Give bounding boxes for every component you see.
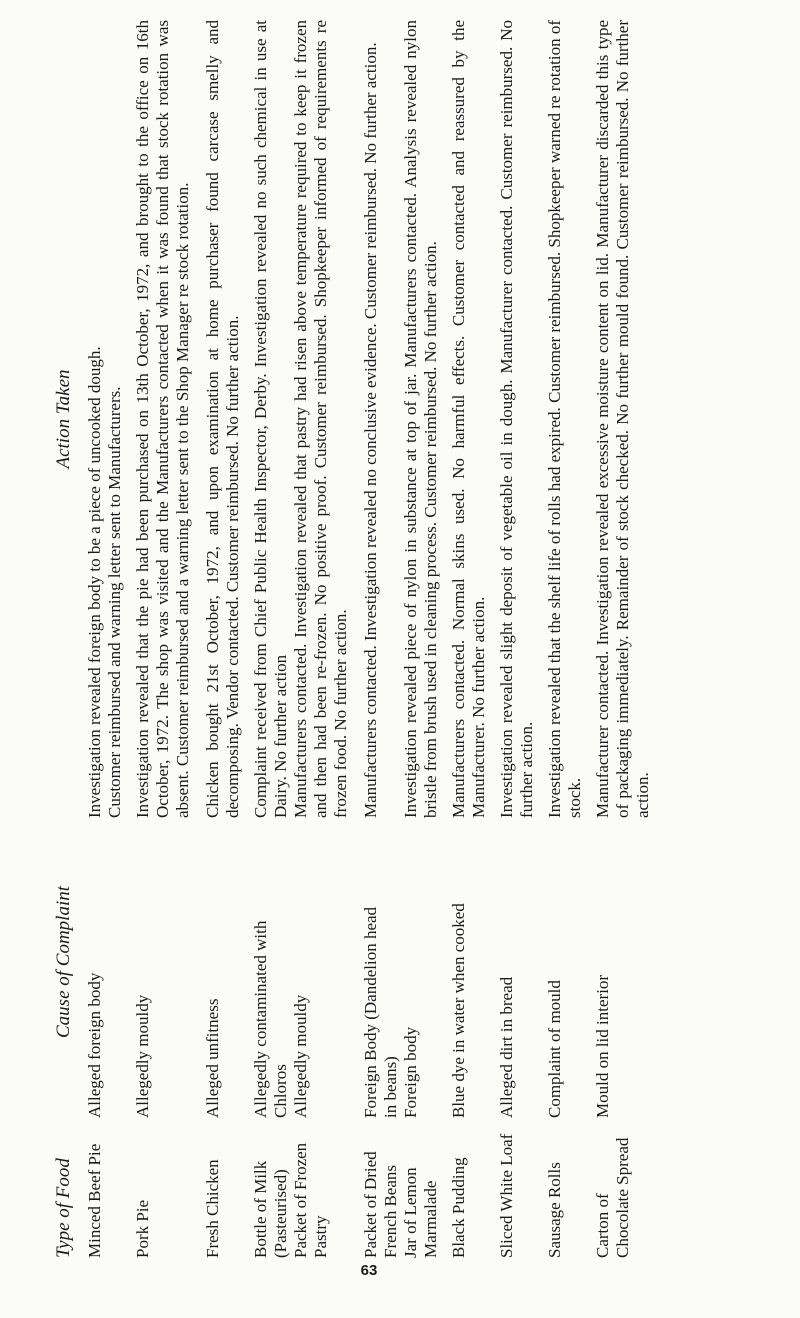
action-text: Manufacturer contacted. Investigation revealed excessive moisture content on lid. Manufacturer discarded this type of packaging immediately. Remainder of stock checked. No further mould found. Customer reimbursed. No further action. bbox=[593, 20, 652, 818]
food-type-line: Jar of Lemon bbox=[401, 1167, 420, 1258]
action-cell bbox=[449, 20, 489, 818]
cause-cell bbox=[497, 818, 537, 1118]
cause-line: Blue dye in water when cooked bbox=[449, 903, 468, 1118]
cause-cell bbox=[361, 818, 401, 1118]
food-type-line: Fresh Chicken bbox=[203, 1159, 222, 1258]
action-cell bbox=[497, 20, 537, 818]
food-type-line: Sliced White Loaf bbox=[497, 1133, 516, 1258]
table-row bbox=[449, 20, 489, 1258]
table-row bbox=[593, 20, 653, 1258]
action-text: Chicken bought 21st October, 1972, and upon examination at home purchaser found carcase smelly and decomposing. Vendor contacted. Customer reimbursed. No further action. bbox=[203, 20, 242, 818]
action-cell bbox=[291, 20, 351, 818]
cause-line: Foreign Body (Dandelion head bbox=[361, 906, 380, 1118]
cause-line: Complaint of mould bbox=[545, 980, 564, 1118]
food-type-cell bbox=[361, 1118, 401, 1258]
table-body bbox=[85, 20, 653, 1258]
header-action-taken: Action Taken bbox=[53, 369, 74, 469]
action-text: Investigation revealed piece of nylon in substance at top of jar. Manufacturers contacted. Analysis revealed nylon bristle from brush used in cleaning process. Customer reimbursed. No further action. bbox=[401, 20, 440, 818]
cause-cell bbox=[401, 818, 441, 1118]
table-row bbox=[85, 20, 125, 1258]
action-cell bbox=[203, 20, 243, 818]
food-type-cell bbox=[203, 1118, 243, 1258]
food-type-line: Bottle of Milk bbox=[251, 1160, 270, 1258]
table-row bbox=[497, 20, 537, 1258]
food-type-line: Minced Beef Pie bbox=[85, 1143, 104, 1258]
cause-cell bbox=[203, 818, 243, 1118]
food-type-cell bbox=[85, 1118, 125, 1258]
cause-line: in beans) bbox=[381, 1056, 400, 1118]
cause-line: Allegedly mouldy bbox=[133, 994, 152, 1118]
cause-line: Chloros bbox=[271, 1064, 290, 1118]
table-row bbox=[291, 20, 351, 1258]
food-type-cell bbox=[497, 1118, 537, 1258]
food-type-line: Packet of Dried bbox=[361, 1151, 380, 1258]
food-type-cell bbox=[251, 1118, 291, 1258]
cause-line: Mould on lid interior bbox=[593, 974, 612, 1118]
action-cell bbox=[545, 20, 585, 818]
table-row bbox=[361, 20, 401, 1258]
food-type-line: Pork Pie bbox=[133, 1199, 152, 1258]
action-cell bbox=[361, 20, 401, 818]
header-type-of-food: Type of Food bbox=[53, 1158, 74, 1258]
cause-line: Foreign body bbox=[401, 1026, 420, 1118]
action-text: Investigation revealed slight deposit of vegetable oil in dough. Manufacturer contacted. Customer reimbursed. No further action. bbox=[497, 20, 536, 818]
food-type-cell bbox=[545, 1118, 585, 1258]
action-text: Customer reimbursed and warning letter sent to Manufacturers. bbox=[105, 386, 124, 818]
rotated-table bbox=[45, 20, 705, 1258]
cause-cell bbox=[251, 818, 291, 1118]
table-row bbox=[401, 20, 441, 1258]
action-text: Investigation revealed that the shelf life of rolls had expired. Customer reimbursed. Shopkeeper warned re rotation of stock. bbox=[545, 20, 584, 818]
action-text: Manufacturers contacted. Investigation revealed that pastry had risen above temperature required to keep it frozen and then had been re-frozen. No positive proof. Customer reimbursed. Shopkeeper informed of requirements re frozen food. No further action. bbox=[291, 20, 350, 818]
action-cell bbox=[401, 20, 441, 818]
action-text: Manufacturers contacted. Investigation revealed no conclusive evidence. Customer reimbursed. No further action. bbox=[361, 42, 380, 818]
food-type-cell bbox=[449, 1118, 489, 1258]
cause-cell bbox=[133, 818, 193, 1118]
header-cause-of-complaint: Cause of Complaint bbox=[53, 885, 74, 1038]
food-type-line: Pastry bbox=[311, 1215, 330, 1258]
food-type-cell bbox=[133, 1118, 193, 1258]
table-header bbox=[45, 20, 75, 1258]
cause-cell bbox=[85, 818, 125, 1118]
food-type-line: Carton of bbox=[593, 1193, 612, 1258]
table-row bbox=[545, 20, 585, 1258]
cause-cell bbox=[291, 818, 351, 1118]
table-row bbox=[133, 20, 193, 1258]
page-number: 63 bbox=[360, 1262, 378, 1279]
food-type-line: (Pasteurised) bbox=[271, 1169, 290, 1258]
table-row bbox=[251, 20, 291, 1258]
action-text: Complaint received from Chief Public Health Inspector, Derby. Investigation revealed no such chemical in use at Dairy. No further action bbox=[251, 20, 290, 818]
food-type-cell bbox=[593, 1118, 653, 1258]
food-type-line: Packet of Frozen bbox=[291, 1142, 310, 1258]
food-type-cell bbox=[401, 1118, 441, 1258]
action-text: Investigation revealed foreign body to be a piece of uncooked dough. bbox=[85, 346, 104, 818]
food-type-line: Chocolate Spread bbox=[613, 1137, 632, 1258]
cause-cell bbox=[545, 818, 585, 1118]
table-row bbox=[203, 20, 243, 1258]
cause-cell bbox=[449, 818, 489, 1118]
cause-line: Allegedly mouldy bbox=[291, 994, 310, 1118]
action-cell bbox=[133, 20, 193, 818]
action-text: Manufacturers contacted. Normal skins used. No harmful effects. Customer contacted and reassured by the Manufacturer. No further action. bbox=[449, 20, 488, 818]
action-cell bbox=[593, 20, 653, 818]
food-type-line: Black Pudding bbox=[449, 1157, 468, 1258]
food-type-cell bbox=[291, 1118, 351, 1258]
cause-line: Alleged foreign body bbox=[85, 972, 104, 1118]
food-type-line: French Beans bbox=[381, 1164, 400, 1258]
cause-line: Allegedly contaminated with bbox=[251, 920, 270, 1118]
action-cell bbox=[85, 20, 125, 818]
action-cell bbox=[251, 20, 291, 818]
cause-cell bbox=[593, 818, 653, 1118]
food-type-line: Marmalade bbox=[421, 1180, 440, 1258]
cause-line: Alleged dirt in bread bbox=[497, 976, 516, 1118]
food-type-line: Sausage Rolls bbox=[545, 1162, 564, 1258]
cause-line: Alleged unfitness bbox=[203, 998, 222, 1118]
action-text: Investigation revealed that the pie had been purchased on 13th October, 1972, and brought to the office on 16th October, 1972. The shop was visited and the Manufacturers contacted when it was found that stock rotation was absent. Customer reimbursed and a warning letter sent to the Shop Manager re stock rotation. bbox=[133, 20, 192, 818]
